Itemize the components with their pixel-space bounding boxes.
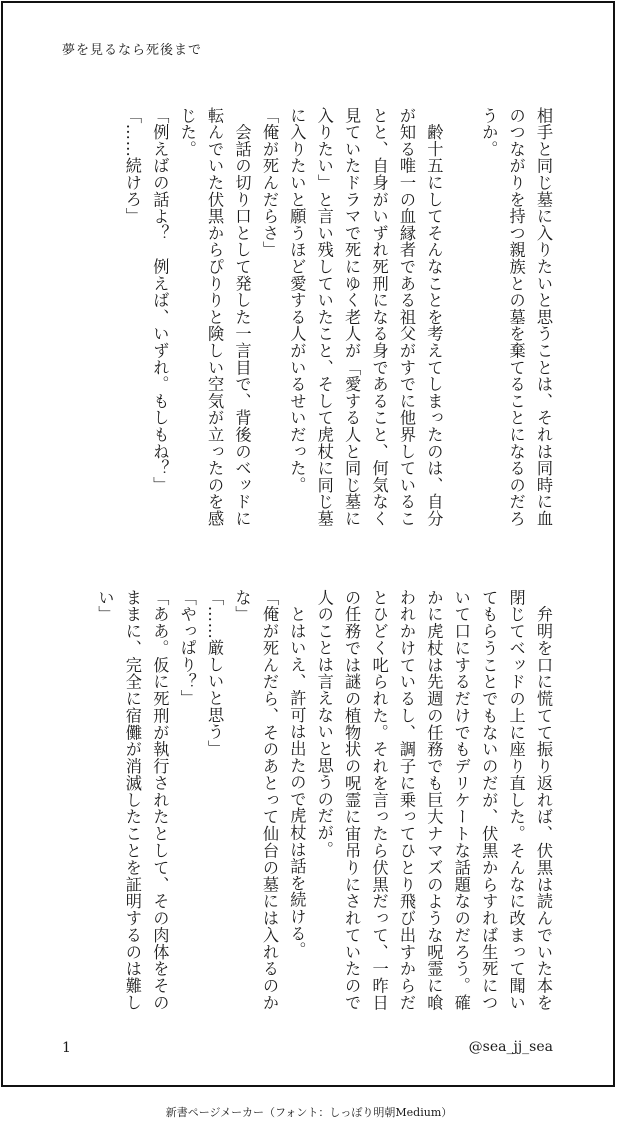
paragraph: 「俺が死んだらさ」: [259, 107, 279, 259]
paragraph: 齢十五にしてそんなことを考えてしまったのは、自分が知る唯一の血縁者である祖父がすでに他界していることと、自身がいずれ死刑になる身であること、何気なく見ていたドラマで死にゆく老人が「愛する人と同じ墓に入りたい」と言い残していたこと、そして虎杖に同じ墓に入りたいと願うほど愛する人がいるせいだった。: [287, 107, 444, 527]
paragraph: 「例えばの話よ？ 例えば、いずれ。もしもね？」: [150, 107, 170, 494]
paragraph: 「……厳しいと思う」: [205, 589, 225, 757]
paragraph: 会話の切り口として発した一言目で、背後のベッドに転んでいた伏黒からぴりりと険しい空気が立ったのを感じた。: [177, 107, 252, 527]
page-frame: [1, 1, 615, 1087]
paragraph: [447, 107, 474, 527]
generator-credit: 新書ページメーカー（フォント：しっぽり明朝Medium）: [165, 1106, 453, 1119]
paragraph: 相手と同じ墓に入りたいと思うことは、それは同時に血のつながりを持つ親族との墓を棄てることになるのだろうか。: [479, 107, 553, 527]
upper-text-block: [51, 107, 557, 527]
paragraph: とはいえ、許可は出たので虎杖は話を続ける。: [287, 589, 307, 959]
page-number: 1: [62, 1040, 71, 1056]
paragraph: 「ああ。仮に死刑が執行されたとして、その肉体をそのままに、完全に宿儺が消滅したことを証明するのは難しい」: [95, 589, 170, 1011]
paragraph: 弁明を口に慌てて振り返れば、伏黒は読んでいた本を閉じてベッドの上に座り直した。そんなに改まって聞いてもらうことでもないのだが、伏黒からすれば生死について口にするだけでもデリケートな話題なのだろう。確かに虎杖は先週の任務でも巨大ナマズのような呪霊に喰われかけているし、調子に乗ってひとり飛び出すからだとひどく叱られた。それを言ったら伏黒だって、一昨日の任務では謎の植物状の呪霊に宙吊りにされていたので人のことは言えないと思うのだが。: [314, 589, 553, 1011]
author-handle: @sea_jj_sea: [468, 1039, 553, 1055]
paragraph: 「俺が死んだら、そのあとって仙台の墓には入れるのかな」: [232, 589, 279, 1011]
lower-text-block: [51, 589, 557, 1011]
paragraph: 「やっぱり？」: [177, 589, 197, 707]
book-title: 夢を見るなら死後まで: [62, 43, 203, 58]
paragraph: 「……続けろ」: [122, 107, 142, 225]
